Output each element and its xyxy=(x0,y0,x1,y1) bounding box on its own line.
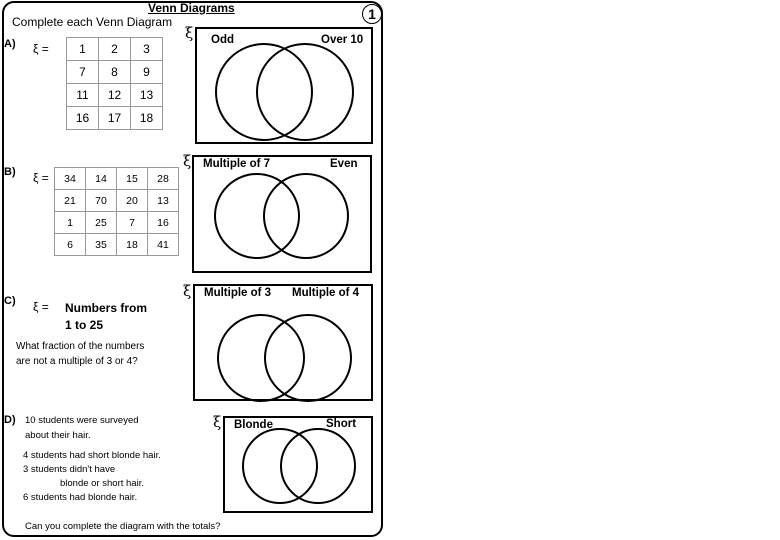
grid-cell: 17 xyxy=(99,107,131,130)
grid-cell: 34 xyxy=(55,168,86,190)
question-b-venn-diagram xyxy=(192,155,372,273)
venn-right-label: Even xyxy=(330,158,358,170)
grid-cell: 41 xyxy=(148,234,179,256)
venn-left-label: Multiple of 7 xyxy=(203,158,271,170)
grid-cell: 18 xyxy=(131,107,163,130)
grid-cell: 70 xyxy=(86,190,117,212)
venn-left-circle xyxy=(216,44,312,140)
question-b-xi-symbol: ξ xyxy=(183,152,192,170)
grid-cell: 1 xyxy=(55,212,86,234)
table-row xyxy=(55,190,179,212)
table-row xyxy=(55,212,179,234)
question-d-fact3: 6 students had blonde hair. xyxy=(23,492,138,503)
grid-cell: 11 xyxy=(67,84,99,107)
grid-cell: 16 xyxy=(67,107,99,130)
grid-cell: 13 xyxy=(148,190,179,212)
grid-cell: 35 xyxy=(86,234,117,256)
grid-cell: 3 xyxy=(131,38,163,61)
question-d-xi-symbol: ξ xyxy=(213,413,222,431)
venn-left-label: Multiple of 3 xyxy=(204,287,272,299)
venn-right-label: Short xyxy=(326,418,357,430)
venn-right-label: Multiple of 4 xyxy=(292,287,360,299)
question-d-fact2-line2: blonde or short hair. xyxy=(60,478,144,489)
table-row xyxy=(67,107,163,130)
question-c-venn-diagram xyxy=(193,284,373,401)
table-row xyxy=(67,61,163,84)
grid-cell: 13 xyxy=(131,84,163,107)
question-b-label: B) xyxy=(4,166,16,178)
question-c-set-label: ξ = xyxy=(33,300,49,314)
table-row xyxy=(67,84,163,107)
grid-cell: 2 xyxy=(99,38,131,61)
grid-cell: 25 xyxy=(86,212,117,234)
grid-cell: 9 xyxy=(131,61,163,84)
question-c-set-text-line1: Numbers from xyxy=(65,301,148,315)
instruction-text: Complete each Venn Diagram xyxy=(12,15,173,29)
table-row xyxy=(55,234,179,256)
table-row xyxy=(55,168,179,190)
grid-cell: 7 xyxy=(117,212,148,234)
table-row xyxy=(67,38,163,61)
venn-right-label: Over 10 xyxy=(321,34,364,46)
grid-cell: 8 xyxy=(99,61,131,84)
question-d-intro-line1: 10 students were surveyed xyxy=(25,415,139,426)
page-number-badge: 1 xyxy=(362,4,382,24)
question-a-venn-diagram xyxy=(195,27,373,144)
question-b-number-grid xyxy=(54,167,179,256)
grid-cell: 20 xyxy=(117,190,148,212)
question-c-question-line2: are not a multiple of 3 or 4? xyxy=(16,356,138,367)
grid-cell: 16 xyxy=(148,212,179,234)
question-b-set-label: ξ = xyxy=(33,171,49,185)
question-d-venn-diagram xyxy=(223,416,373,513)
venn-left-circle xyxy=(218,315,304,401)
question-d-final-question: Can you complete the diagram with the totals? xyxy=(25,521,221,532)
question-a-xi-symbol: ξ xyxy=(185,24,194,42)
grid-cell: 18 xyxy=(117,234,148,256)
question-d-fact1: 4 students had short blonde hair. xyxy=(23,450,161,461)
venn-right-circle xyxy=(265,315,351,401)
question-c-set-text-line2: 1 to 25 xyxy=(65,318,104,332)
question-d-intro-line2: about their hair. xyxy=(25,430,91,441)
grid-cell: 12 xyxy=(99,84,131,107)
grid-cell: 1 xyxy=(67,38,99,61)
question-d-fact2-line1: 3 students didn't have xyxy=(23,464,116,475)
venn-left-label: Blonde xyxy=(234,419,273,431)
worksheet-title: Venn Diagrams xyxy=(148,1,235,15)
grid-cell: 7 xyxy=(67,61,99,84)
grid-cell: 14 xyxy=(86,168,117,190)
venn-left-circle xyxy=(215,174,299,258)
question-a-set-label: ξ = xyxy=(33,42,49,56)
question-a-label: A) xyxy=(4,38,16,50)
question-c-xi-symbol: ξ xyxy=(183,282,192,300)
grid-cell: 15 xyxy=(117,168,148,190)
question-c-label: C) xyxy=(4,295,16,307)
venn-left-label: Odd xyxy=(211,34,234,46)
question-c-question-line1: What fraction of the numbers xyxy=(16,341,145,352)
grid-cell: 28 xyxy=(148,168,179,190)
venn-right-circle xyxy=(264,174,348,258)
venn-right-circle xyxy=(257,44,353,140)
question-d-label: D) xyxy=(4,414,16,426)
grid-cell: 21 xyxy=(55,190,86,212)
grid-cell: 6 xyxy=(55,234,86,256)
question-a-number-grid xyxy=(66,37,163,130)
